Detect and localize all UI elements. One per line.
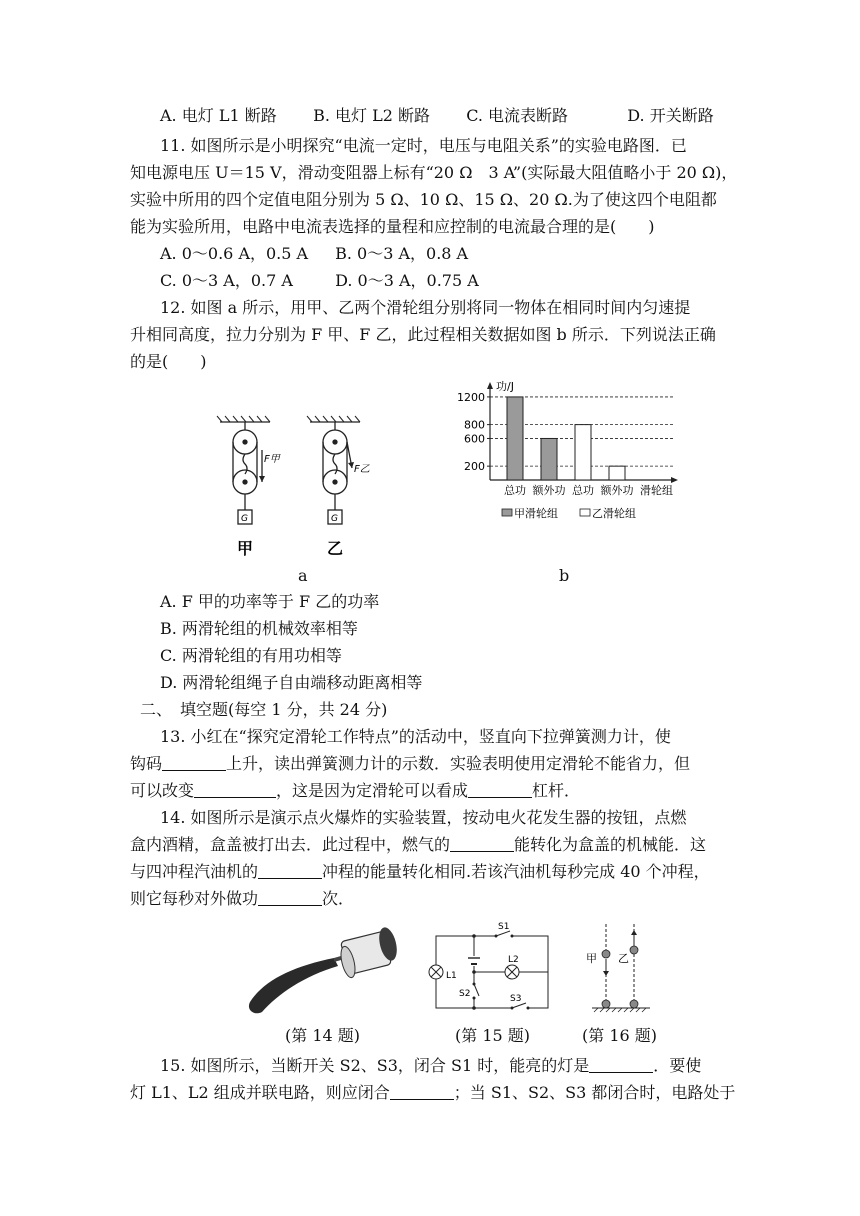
q10-option-a: A. 电灯 L1 断路	[160, 106, 277, 125]
q13-blank-1[interactable]	[162, 754, 226, 771]
q14-line-4	[130, 887, 354, 911]
q14-text: 则它每秒对外做功	[130, 889, 259, 908]
q15-blank-2[interactable]	[390, 1083, 454, 1100]
q11-line-2: 知电源电压 U＝15 V，滑动变阻器上标有“20 Ω 3 A”(实际最大阻值略小于 20 Ω)，	[130, 163, 738, 182]
q14-blank-2[interactable]	[258, 862, 322, 879]
y-tick-label: 600	[464, 432, 485, 446]
q11-option-a: A. 0～0.6 A，0.5 A	[160, 244, 309, 263]
force-label-jia: F甲	[264, 454, 280, 465]
circuit-label-l2: L2	[508, 955, 519, 965]
q14-blank-1[interactable]	[450, 835, 514, 852]
q14-text: 冲程的能量转化相同.若该汽油机每秒完成 40 个冲程，	[322, 862, 710, 881]
bar-yi	[609, 466, 625, 480]
q13-text: 杠杆．	[532, 781, 581, 800]
balls-figure	[582, 920, 662, 1020]
figure-b-caption: b	[559, 566, 570, 585]
q11-options-cd	[160, 269, 479, 293]
legend-swatch-jia	[502, 509, 512, 516]
label-jia: 甲	[237, 539, 254, 558]
q13-text: 可以改变	[130, 781, 195, 800]
caption-q15: (第 15 题)	[455, 1026, 531, 1045]
q14-line-1: 14. 如图所示是演示点火爆炸的实验装置，按动电火花发生器的按钮，点燃	[160, 808, 687, 827]
q13-blank-3[interactable]	[468, 781, 532, 798]
q12-option-d: D. 两滑轮组绳子自由端移动距离相等	[160, 673, 423, 692]
circuit-label-l1: L1	[446, 971, 457, 981]
q13-blank-2[interactable]	[194, 781, 276, 798]
section-2-title: 二、 填空题(每空 1 分，共 24 分)	[140, 700, 388, 719]
work-bar-chart	[450, 378, 690, 528]
y-tick-label: 800	[464, 418, 485, 432]
q15-line-1	[160, 1054, 701, 1078]
q14-text: 与四冲程汽油机的	[130, 862, 259, 881]
y-tick-label: 200	[464, 460, 485, 474]
y-tick-label: 1200	[457, 390, 485, 404]
ignition-apparatus-figure	[244, 918, 404, 1018]
circuit-label-s3: S3	[510, 994, 522, 1004]
x-category-label: 总功	[504, 484, 526, 497]
q12-line-1: 12. 如图 a 所示，用甲、乙两个滑轮组分别将同一物体在相同时间内匀速提	[160, 298, 691, 317]
bar-jia	[541, 438, 557, 480]
q13-line-2	[130, 752, 690, 776]
q14-blank-3[interactable]	[258, 889, 322, 906]
q11-line-4: 能为实验所用，电路中电流表选择的量程和应控制的电流最合理的是( )	[130, 217, 655, 236]
fig16-label-jia: 甲	[586, 952, 597, 965]
q15-text: ；当 S1、S2、S3 都闭合时，电路处于	[453, 1083, 736, 1102]
q15-text: ．要使	[653, 1056, 702, 1075]
pulley-figure-a	[200, 410, 380, 570]
legend-yi: 乙滑轮组	[592, 507, 636, 520]
weight-label-jia: G	[241, 514, 248, 524]
x-category-label: 总功	[572, 484, 594, 497]
q12-line-2: 升相同高度，拉力分别为 F 甲、F 乙，此过程相关数据如图 b 所示．下列说法正确	[130, 325, 716, 344]
q11-line-1: 11. 如图所示是小明探究“电流一定时，电压与电阻关系”的实验电路图．已	[160, 136, 687, 155]
fig16-label-yi: 乙	[618, 952, 629, 965]
chart-ylabel: 功/J	[496, 380, 514, 393]
q13-line-1: 13. 小红在“探究定滑轮工作特点”的活动中，竖直向下拉弹簧测力计，使	[160, 727, 671, 746]
bar-yi	[575, 425, 591, 480]
q11-options-ab	[160, 242, 468, 266]
q10-options	[160, 104, 714, 128]
q14-text: 次．	[322, 889, 355, 908]
weight-label-yi: G	[331, 514, 338, 524]
force-label-yi: F乙	[354, 464, 370, 475]
caption-q16: (第 16 题)	[582, 1026, 658, 1045]
x-category-label: 额外功	[532, 484, 566, 497]
q11-line-3: 实验中所用的四个定值电阻分别为 5 Ω、10 Ω、15 Ω、20 Ω.为了使这四个电阻都	[130, 190, 717, 209]
q13-line-3	[130, 779, 580, 803]
q12-option-b: B. 两滑轮组的机械效率相等	[160, 619, 358, 638]
q13-text: 钩码	[130, 754, 163, 773]
q10-option-b: B. 电灯 L2 断路	[313, 106, 431, 125]
q14-line-2	[130, 833, 706, 857]
q12-line-3: 的是( )	[130, 352, 207, 371]
circuit-label-s1: S1	[498, 922, 510, 932]
q15-line-2	[130, 1081, 735, 1105]
figure-a-caption: a	[298, 566, 308, 585]
q14-text: 盒内酒精，盒盖被打出去．此过程中，燃气的	[130, 835, 451, 854]
q12-option-a: A. F 甲的功率等于 F 乙的功率	[160, 592, 380, 611]
q12-option-c: C. 两滑轮组的有用功相等	[160, 646, 342, 665]
q15-text: 15. 如图所示，当断开关 S2、S3，闭合 S1 时，能亮的灯是	[160, 1056, 590, 1075]
label-yi: 乙	[327, 539, 344, 558]
q14-text: 能转化为盒盖的机械能．这	[514, 835, 707, 854]
legend-jia: 甲滑轮组	[514, 507, 558, 520]
chart-x-end-label: 滑轮组	[640, 484, 673, 497]
q11-option-d: D. 0～3 A，0.75 A	[335, 271, 479, 290]
caption-q14: (第 14 题)	[285, 1026, 361, 1045]
q10-option-d: D. 开关断路	[627, 106, 714, 125]
circuit-figure	[424, 920, 554, 1020]
q15-text: 灯 L1、L2 组成并联电路，则应闭合	[130, 1083, 390, 1102]
q11-option-b: B. 0～3 A，0.8 A	[335, 244, 469, 263]
legend-swatch-yi	[580, 509, 590, 516]
q11-option-c: C. 0～3 A，0.7 A	[160, 271, 293, 290]
q15-blank-1[interactable]	[589, 1056, 653, 1073]
bar-jia	[507, 397, 523, 480]
circuit-label-s2: S2	[459, 989, 471, 999]
q10-option-c: C. 电流表断路	[466, 106, 569, 125]
q13-text: 上升，读出弹簧测力计的示数．实验表明使用定滑轮不能省力，但	[226, 754, 691, 773]
q13-text: ，这是因为定滑轮可以看成	[276, 781, 469, 800]
x-category-label: 额外功	[600, 484, 634, 497]
q14-line-3	[130, 860, 710, 884]
